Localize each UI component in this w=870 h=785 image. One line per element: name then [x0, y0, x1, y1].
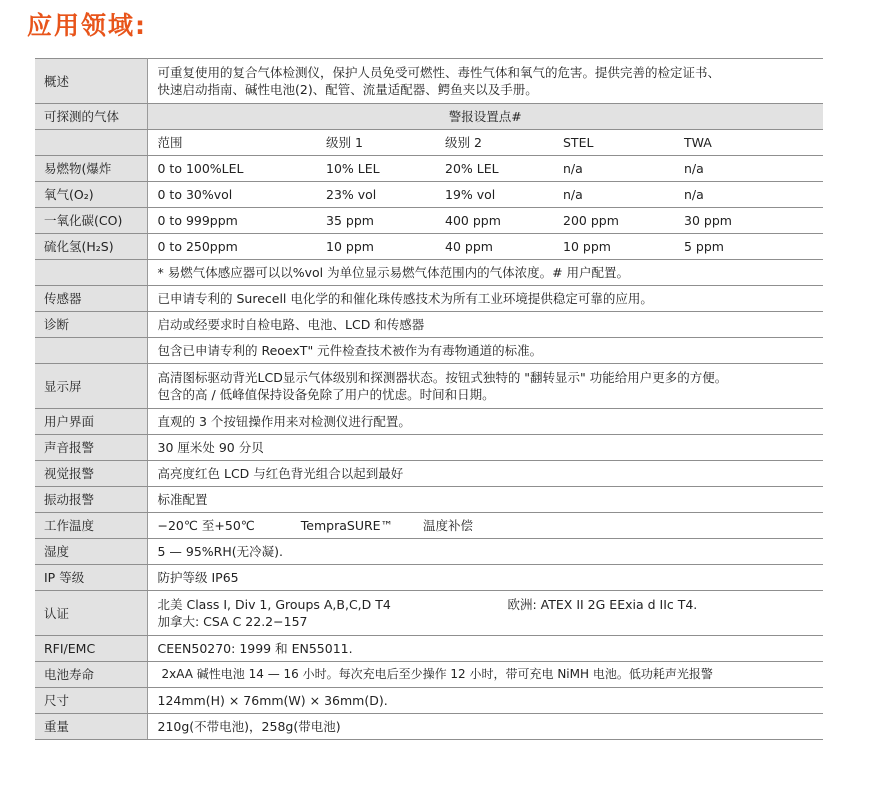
table-row-detectable-gas [35, 104, 823, 130]
table-row-gas [35, 208, 823, 234]
row-value [147, 364, 823, 409]
table-row-overview [35, 59, 823, 104]
row-label: 视觉报警 [35, 461, 147, 487]
row-label: 诊断 [35, 312, 147, 338]
table-row-temperature [35, 513, 823, 539]
row-label: 尺寸 [35, 688, 147, 714]
table-row-vibration [35, 487, 823, 513]
row-label: 重量 [35, 714, 147, 740]
table-row-footnote [35, 260, 823, 286]
row-label: 工作温度 [35, 513, 147, 539]
gas-cell: n/a [674, 156, 823, 182]
row-value: 直观的 3 个按钮操作用来对检测仪进行配置。 [147, 409, 823, 435]
gas-cell: 30 ppm [674, 208, 823, 234]
temp-range: −20℃ 至+50℃ [157, 518, 255, 533]
row-value: 防护等级 IP65 [147, 565, 823, 591]
column-header: STEL [553, 130, 674, 156]
table-row-rfi [35, 636, 823, 662]
spec-table [35, 58, 823, 740]
row-label: 电池寿命 [35, 662, 147, 688]
page-title: 应用领域: [27, 11, 147, 40]
row-label: 传感器 [35, 286, 147, 312]
row-label: 显示屏 [35, 364, 147, 409]
gas-cell: n/a [674, 182, 823, 208]
table-row-battery [35, 662, 823, 688]
display-line: 包含的高 / 低峰值保持设备免除了用户的忧虑。时间和日期。 [157, 387, 495, 402]
temp-compensation: 温度补偿 [423, 518, 474, 533]
display-line: 高清图标驱动背光LCD显示气体级别和探测器状态。按钮式独特的 "翻转显示" 功能给用户更多的方便。 [157, 370, 728, 385]
gas-cell: n/a [553, 182, 674, 208]
cert-europe: 欧洲: ATEX II 2G EExia d IIc T4. [507, 597, 698, 612]
row-label: 可探测的气体 [35, 104, 147, 130]
table-row-humidity [35, 539, 823, 565]
row-label: IP 等级 [35, 565, 147, 591]
gas-cell: 0 to 250ppm [147, 234, 316, 260]
row-value: 标准配置 [147, 487, 823, 513]
gas-name: 一氧化碳(CO) [35, 208, 147, 234]
row-value: 已申请专利的 Surecell 电化学的和催化珠传感技术为所有工业环境提供稳定可靠的应用。 [147, 286, 823, 312]
row-value: 启动或经要求时自检电路、电池、LCD 和传感器 [147, 312, 823, 338]
row-label: 湿度 [35, 539, 147, 565]
row-value [147, 513, 823, 539]
row-value [147, 591, 823, 636]
row-value: 210g(不带电池)，258g(带电池) [147, 714, 823, 740]
gas-cell: 19% vol [435, 182, 553, 208]
overview-line: 快速启动指南、碱性电池(2)、配管、流量适配器、鳄鱼夹以及手册。 [157, 82, 538, 97]
row-label: 振动报警 [35, 487, 147, 513]
gas-cell: 400 ppm [435, 208, 553, 234]
column-header: 级别 2 [435, 130, 553, 156]
gas-name: 硫化氢(H₂S) [35, 234, 147, 260]
row-value: 5 — 95%RH(无冷凝). [147, 539, 823, 565]
row-value: 包含已申请专利的 ReoexT" 元件检查技术被作为有毒物通道的标准。 [147, 338, 823, 364]
gas-name: 氧气(O₂) [35, 182, 147, 208]
row-label: 用户界面 [35, 409, 147, 435]
row-label [35, 260, 147, 286]
table-row-certification [35, 591, 823, 636]
table-row-user-interface [35, 409, 823, 435]
column-header: 级别 1 [316, 130, 435, 156]
gas-cell: n/a [553, 156, 674, 182]
footnote: * 易燃气体感应器可以以%vol 为单位显示易燃气体范围内的气体浓度。# 用户配置。 [147, 260, 823, 286]
table-row-size [35, 688, 823, 714]
table-row-gas [35, 156, 823, 182]
row-value: 高亮度红色 LCD 与红色背光组合以起到最好 [147, 461, 823, 487]
column-header: TWA [674, 130, 823, 156]
row-value [147, 59, 823, 104]
table-row-diagnostics-2 [35, 338, 823, 364]
cert-canada: 加拿大: CSA C 22.2−157 [157, 614, 308, 629]
gas-cell: 0 to 30%vol [147, 182, 316, 208]
table-row-visual [35, 461, 823, 487]
row-value: 30 厘米处 90 分贝 [147, 435, 823, 461]
column-header: 范围 [147, 130, 316, 156]
row-value: 124mm(H) × 76mm(W) × 36mm(D). [147, 688, 823, 714]
row-value: CEEN50270: 1999 和 EN55011. [147, 636, 823, 662]
row-label [35, 338, 147, 364]
table-row-gas [35, 234, 823, 260]
row-label: RFI/EMC [35, 636, 147, 662]
gas-cell: 0 to 100%LEL [147, 156, 316, 182]
row-label [35, 130, 147, 156]
row-value: 2xAA 碱性电池 14 — 16 小时。每次充电后至少操作 12 小时，带可充电 NiMH 电池。低功耗声光报警 [147, 662, 823, 688]
table-row-ip [35, 565, 823, 591]
table-row-sensor [35, 286, 823, 312]
table-row-audible [35, 435, 823, 461]
gas-cell: 40 ppm [435, 234, 553, 260]
temprasure-label: TempraSURE™ [300, 518, 394, 533]
overview-line: 可重复使用的复合气体检测仪，保护人员免受可燃性、毒性气体和氧气的危害。提供完善的检定证书、 [157, 65, 721, 80]
gas-cell: 200 ppm [553, 208, 674, 234]
table-row-display [35, 364, 823, 409]
row-label: 认证 [35, 591, 147, 636]
gas-cell: 20% LEL [435, 156, 553, 182]
gas-cell: 23% vol [316, 182, 435, 208]
gas-cell: 10 ppm [316, 234, 435, 260]
gas-name: 易燃物(爆炸 [35, 156, 147, 182]
cert-north-america: 北美 Class I, Div 1, Groups A,B,C,D T4 [157, 597, 391, 612]
table-row-gas [35, 182, 823, 208]
gas-cell: 10% LEL [316, 156, 435, 182]
gas-cell: 10 ppm [553, 234, 674, 260]
row-label: 声音报警 [35, 435, 147, 461]
table-row-weight [35, 714, 823, 740]
gas-cell: 5 ppm [674, 234, 823, 260]
alarm-header: 警报设置点# [147, 104, 823, 130]
row-label: 概述 [35, 59, 147, 104]
table-row-diagnostics [35, 312, 823, 338]
gas-cell: 35 ppm [316, 208, 435, 234]
table-row-gas-header [35, 130, 823, 156]
gas-cell: 0 to 999ppm [147, 208, 316, 234]
